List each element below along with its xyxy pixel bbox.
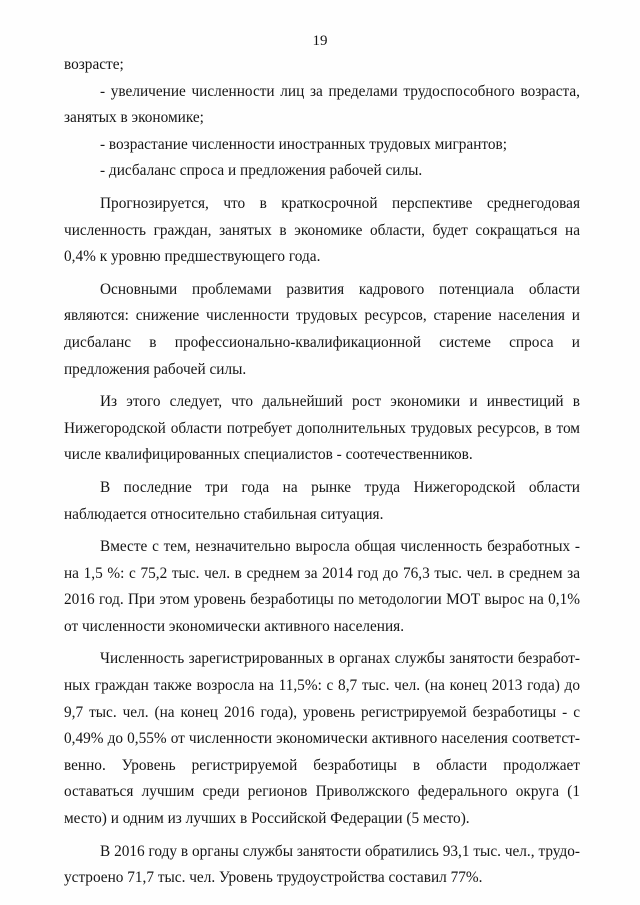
paragraph: Из этого следует, что дальнейший рост экономики и инвестиций в Нижегородской области потребует дополнительных трудовых ресурсов, в том числе квалифицированных специалистов - соотечественников. bbox=[64, 393, 580, 464]
paragraph: Вместе с тем, незначительно выросла общая численность безработных - на 1,5 %: с 75,2 тыс. чел. в среднем за 2014 год до 76,3 тыс. чел. в среднем за 2016 год. При этом уровень безработицы по методологии МОТ вырос на 0,1% от численности экономически активного населения. bbox=[64, 538, 580, 635]
paragraph: Основными проблемами развития кадрового потенциала области являются: снижение численности трудовых ресурсов, старение населения и дисбаланс в профессионально-квалификационной системе спроса и предложения рабочей силы. bbox=[64, 280, 580, 378]
page-number: 19 bbox=[312, 33, 328, 49]
document-body bbox=[64, 52, 580, 892]
paragraph: Численность зарегистрированных в органах службы занятости безработных граждан также возросла на 11,5%: с 8,7 тыс. чел. (на конец 2013 года) до 9,7 тыс. чел. (на конец 2016 года), уровень регистрируемой безработицы - с 0,49% до 0,55% от численности экономически активного населения соответственно. Уровень регистрируемой безработицы в области продолжает оставаться лучшим среди регионов Приволжского федерального округа (1 место) и одним из лучших в Российской Федерации (5 место). bbox=[64, 650, 580, 828]
list-item: - дисбаланс спроса и предложения рабочей силы. bbox=[100, 162, 423, 180]
paragraph: В последние три года на рынке труда Нижегородской области наблюдается относительно стабильная ситуация. bbox=[64, 478, 580, 523]
paragraph: Прогнозируется, что в краткосрочной перспективе среднегодовая численность граждан, занятых в экономике области, будет сокращаться на 0,4% к уровню предшествующего года. bbox=[64, 194, 580, 266]
list-item: - увеличение численности лиц за пределами трудоспособного возраста, занятых в экономике; bbox=[64, 82, 580, 127]
paragraph-continuation: возрасте; bbox=[64, 56, 124, 73]
paragraph: В 2016 году в органы службы занятости обратились 93,1 тыс. чел., трудоустроено 71,7 тыс. чел. Уровень трудоустройства составил 77%. bbox=[64, 842, 580, 887]
list-item: - возрастание численности иностранных трудовых мигрантов; bbox=[100, 135, 507, 153]
